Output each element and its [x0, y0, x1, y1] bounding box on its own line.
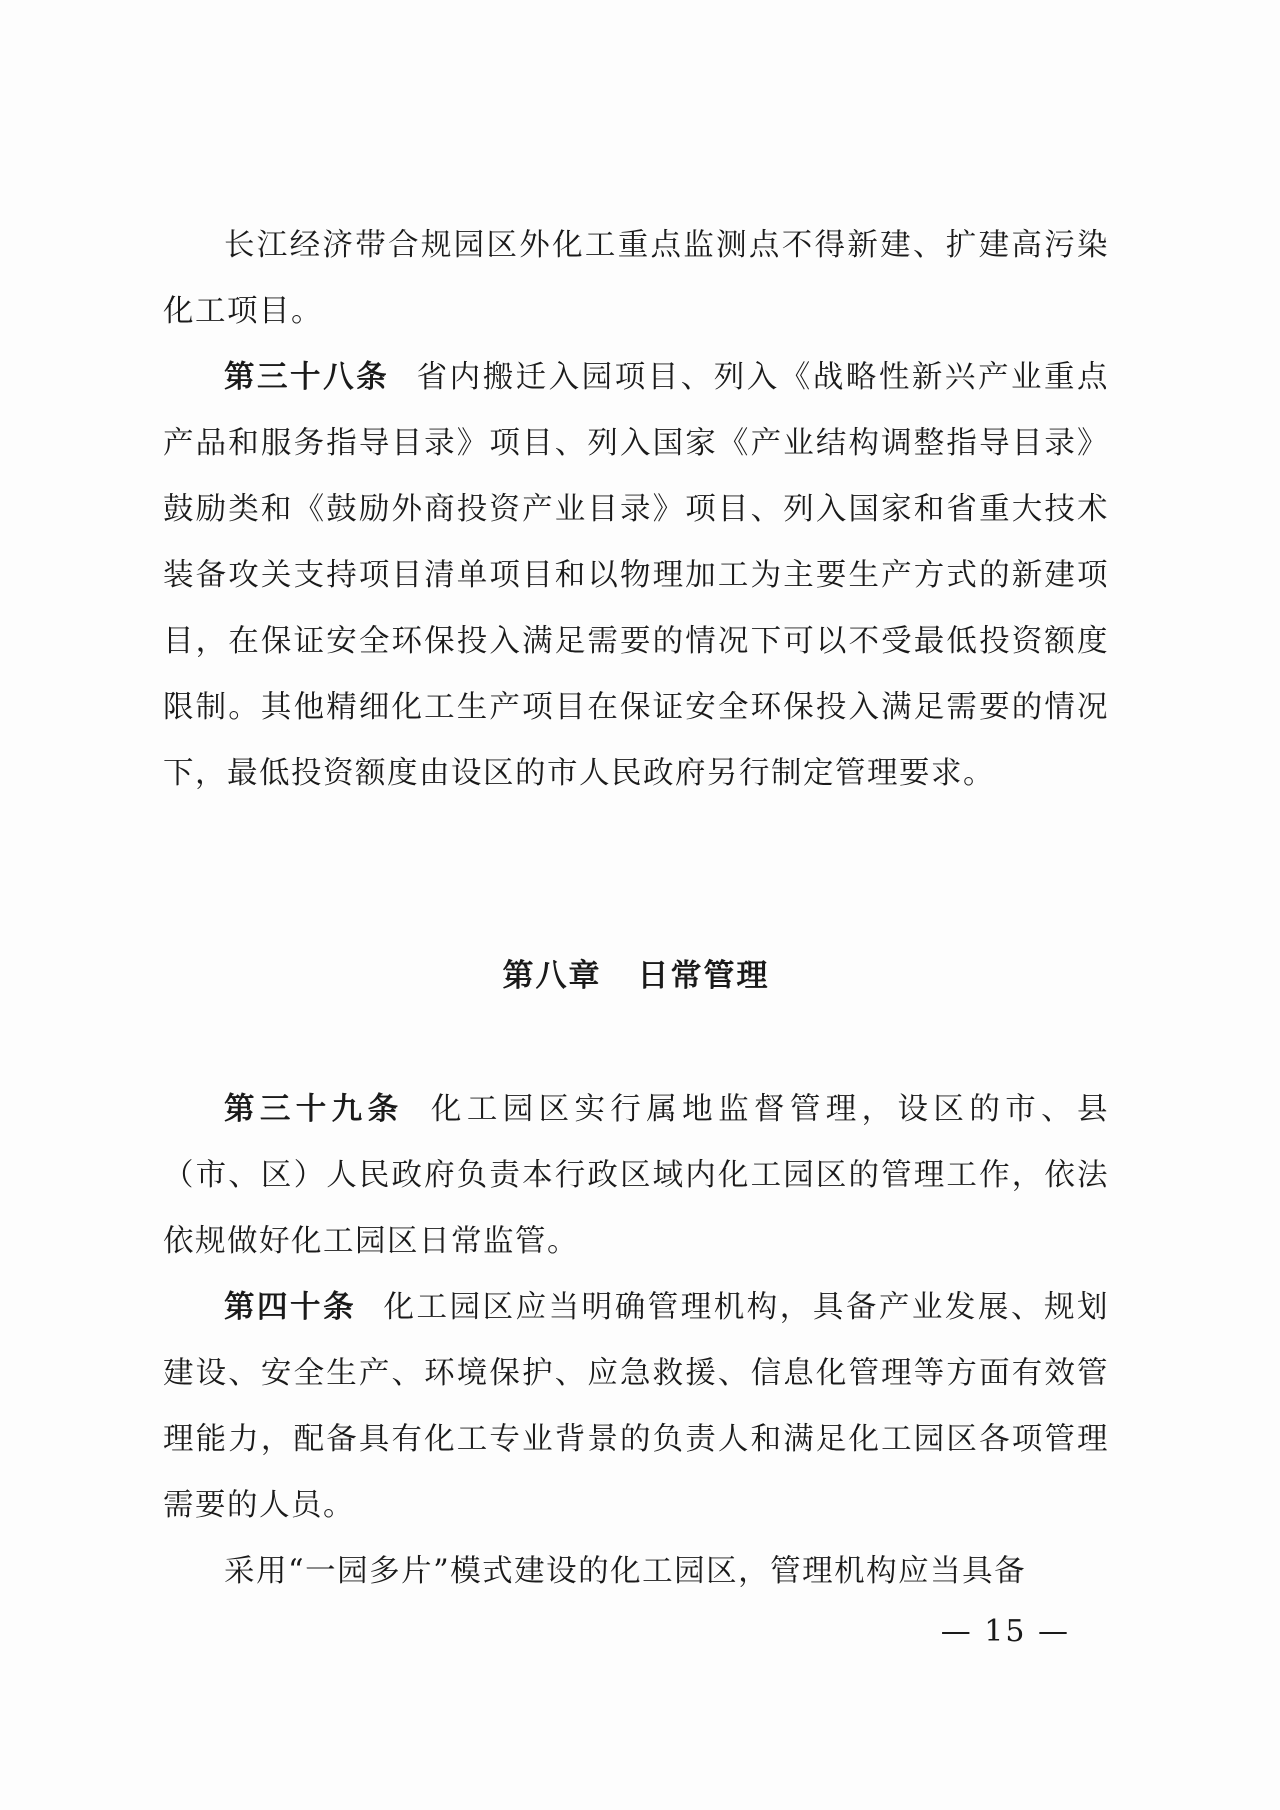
- paragraph-multi-zone: [163, 1539, 1109, 1605]
- paragraph-text: 长江经济带合规园区外化工重点监测点不得新建、扩建高污染化工项目。: [163, 228, 1109, 329]
- chapter-heading: [163, 948, 1109, 1004]
- page-number: — 15 —: [940, 1614, 1070, 1649]
- article-number: 第四十条: [224, 1290, 357, 1325]
- paragraph-yangtze: [163, 213, 1109, 345]
- paragraph-article-40: [163, 1275, 1109, 1539]
- text-block-upper: [163, 213, 1109, 807]
- paragraph-text: 采用“一园多片”模式建设的化工园区，管理机构应当具备: [224, 1554, 1027, 1589]
- article-number: 第三十九条: [224, 1092, 404, 1127]
- text-block-lower: [163, 1077, 1109, 1605]
- article-number: 第三十八条: [224, 360, 390, 395]
- paragraph-article-39: [163, 1077, 1109, 1275]
- chapter-number: 第八章: [502, 958, 602, 994]
- paragraph-text: 化工园区应当明确管理机构，具备产业发展、规划建设、安全生产、环境保护、应急救援、信息化管理等方面有效管理能力，配备具有化工专业背景的负责人和满足化工园区各项管理需要的人员。: [163, 1290, 1110, 1523]
- chapter-title: 日常管理: [637, 958, 770, 994]
- paragraph-text: 化工园区实行属地监督管理，设区的市、县（市、区）人民政府负责本行政区域内化工园区的管理工作，依法依规做好化工园区日常监管。: [163, 1092, 1110, 1259]
- paragraph-article-38: [163, 345, 1109, 807]
- paragraph-text: 省内搬迁入园项目、列入《战略性新兴产业重点产品和服务指导目录》项目、列入国家《产业结构调整指导目录》鼓励类和《鼓励外商投资产业目录》项目、列入国家和省重大技术装备攻关支持项目清单项目和以物理加工为主要生产方式的新建项目，在保证安全环保投入满足需要的情况下可以不受最低投资额度限制。其他精细化工生产项目在保证安全环保投入满足需要的情况下，最低投资额度由设区的市人民政府另行制定管理要求。: [163, 360, 1110, 791]
